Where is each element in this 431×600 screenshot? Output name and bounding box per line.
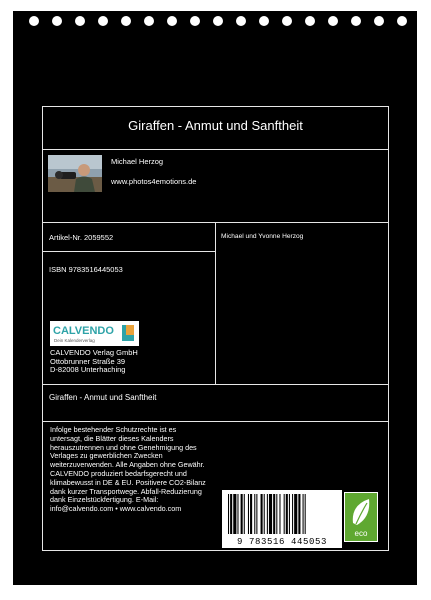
article-number: Artikel-Nr. 2059552 (49, 233, 114, 242)
authors: Michael und Yvonne Herzog (221, 233, 304, 240)
subtitle-box (42, 384, 389, 422)
publisher-box (42, 251, 216, 385)
subtitle: Giraffen - Anmut und Sanftheit (49, 393, 157, 402)
binding-hole (328, 16, 338, 26)
barcode-bar (244, 494, 245, 534)
barcode-bar (228, 494, 229, 534)
calendar-title: Giraffen - Anmut und Sanftheit (128, 118, 303, 133)
binding-hole (98, 16, 108, 26)
barcode-bar (250, 494, 252, 534)
barcode-bar (298, 494, 300, 534)
barcode-bar (254, 494, 255, 534)
binding-hole (75, 16, 85, 26)
binding-hole (52, 16, 62, 26)
barcode-bar (230, 494, 232, 534)
photographer-name: Michael Herzog (111, 157, 164, 166)
isbn: ISBN 9783516445053 (49, 265, 123, 274)
barcode-bar (284, 494, 285, 534)
binding-holes (13, 16, 417, 30)
photographer-box (42, 149, 389, 223)
eco-badge (344, 492, 378, 542)
calvendo-logo-tagline: Dein Kalenderverlag (54, 338, 95, 343)
authors-box (215, 222, 389, 385)
binding-hole (213, 16, 223, 26)
binding-hole (259, 16, 269, 26)
barcode-bar (267, 494, 268, 534)
binding-hole (144, 16, 154, 26)
photographer-website[interactable]: www.photos4emotions.de (111, 177, 197, 186)
barcode-bar (305, 494, 306, 534)
legal-box (42, 421, 389, 551)
legal-text: Infolge bestehender Schutzrechte ist es untersagt, die Blätter dieses Kalenders herauszutrennen und ohne Genehmigung des Verlages zu gewerblichen Zwecken weiterzuverwenden. Alle Angaben ohne Gewähr. CALVENDO produziert bedarfsgerecht und klimabewusst in DE & EU. Positivere CO2-Bilanz dank kurzer Transportwege. Abfall-Reduzierung dank Einzelstückfertigung. E-Mail: info@calvendo.com • www.calvendo.com (50, 425, 206, 514)
calendar-back-page (13, 11, 417, 585)
barcode-bar (241, 494, 243, 534)
barcode-bar (286, 494, 288, 534)
barcode-bar (294, 494, 297, 534)
publisher-line: Ottobrunner Straße 39 (50, 356, 126, 366)
calvendo-logo-name: CALVENDO (53, 325, 114, 337)
publisher-line: D-82008 Unterhaching (50, 365, 126, 375)
barcode-bar (276, 494, 277, 534)
barcode-bar (237, 494, 238, 534)
barcode-bar (248, 494, 249, 534)
binding-hole (29, 16, 39, 26)
barcode-number: 9 783516 445053 (236, 537, 327, 547)
barcode-bar (264, 494, 265, 534)
barcode-bar (273, 494, 275, 534)
barcode-bar (256, 494, 257, 534)
binding-hole (190, 16, 200, 26)
barcode-bar (233, 494, 236, 534)
binding-hole (282, 16, 292, 26)
binding-hole (236, 16, 246, 26)
publisher-address (50, 349, 138, 375)
binding-hole (305, 16, 315, 26)
binding-hole (121, 16, 131, 26)
photographer-photo (48, 155, 102, 192)
barcode-area (222, 490, 382, 548)
title-box (42, 106, 389, 150)
barcode-bar (279, 494, 280, 534)
barcode-bar (261, 494, 263, 534)
barcode-bar (289, 494, 290, 534)
ean-barcode (222, 490, 342, 548)
calvendo-logo (50, 321, 139, 346)
barcode-bar (303, 494, 304, 534)
article-number-box (42, 222, 216, 252)
eco-label: eco (354, 529, 368, 538)
binding-hole (374, 16, 384, 26)
binding-hole (351, 16, 361, 26)
binding-hole (397, 16, 407, 26)
publisher-line: CALVENDO Verlag GmbH (50, 348, 138, 357)
binding-hole (167, 16, 177, 26)
barcode-bar (292, 494, 293, 534)
barcode-bar (269, 494, 272, 534)
